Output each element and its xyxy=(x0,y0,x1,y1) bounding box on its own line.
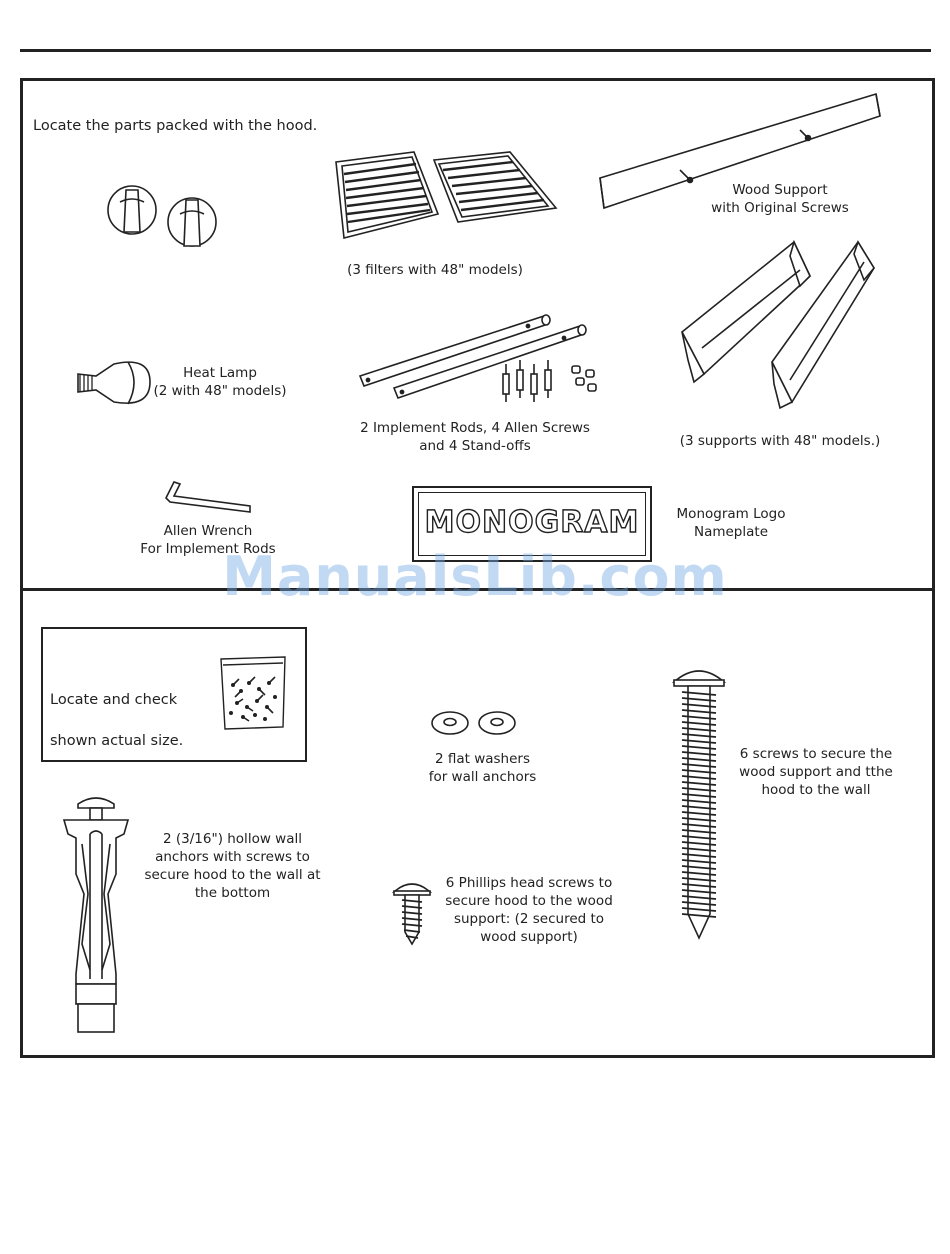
box-line-2: shown actual size. xyxy=(50,733,184,749)
box-line-1: Locate and check xyxy=(50,692,178,708)
nameplate-text: MONOGRAM xyxy=(424,505,640,540)
intro-text: Locate the parts packed with the hood. xyxy=(33,118,318,134)
phillips-label: 6 Phillips head screws to secure hood to the wood support: (2 secured to wood support) xyxy=(445,875,613,945)
implement-rods-icon xyxy=(358,312,608,407)
phillips-screw-icon xyxy=(392,880,432,946)
wood-support-label: Wood Support with Original Screws xyxy=(711,182,849,216)
nameplate-label: Monogram Logo Nameplate xyxy=(676,506,786,540)
allen-wrench-icon xyxy=(162,478,257,514)
heat-lamp-icon xyxy=(74,356,154,410)
hardware-bag-icon xyxy=(219,655,287,731)
hardware-box xyxy=(41,627,307,762)
allen-wrench-label: Allen Wrench For Implement Rods xyxy=(140,523,276,557)
flat-washers-icon xyxy=(430,710,520,736)
anchors-label: 2 (3/16") hollow wall anchors with screws to secure hood to the wall at the bottom xyxy=(144,831,321,901)
filters-icon xyxy=(332,150,562,242)
long-screw-icon xyxy=(670,666,728,944)
long-screws-label: 6 screws to secure the wood support and tthe hood to the wall xyxy=(739,746,893,798)
rods-label: 2 Implement Rods, 4 Allen Screws and 4 Stand-offs xyxy=(360,420,590,454)
knobs-icon xyxy=(100,180,230,260)
heat-lamp-label: Heat Lamp (2 with 48" models) xyxy=(153,365,287,399)
watermark: ManualsLib.com xyxy=(222,545,728,608)
supports-label: (3 supports with 48" models.) xyxy=(679,433,881,449)
washers-label: 2 flat washers for wall anchors xyxy=(428,751,537,785)
supports-icon xyxy=(678,240,888,410)
wood-support-icon xyxy=(598,92,883,212)
top-rule xyxy=(20,49,931,52)
filters-label: (3 filters with 48" models) xyxy=(347,262,523,278)
wall-anchor-icon xyxy=(60,794,132,1036)
